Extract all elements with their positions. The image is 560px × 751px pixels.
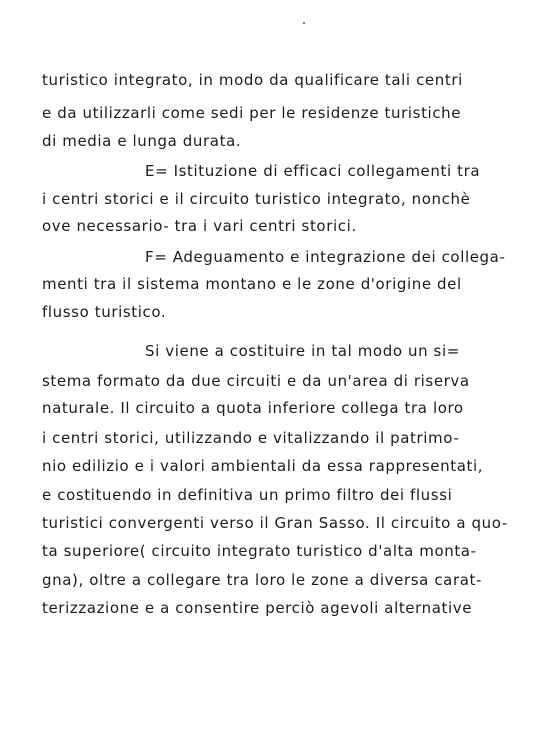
text-line: e da utilizzarli come sedi per le residenze turistiche bbox=[42, 104, 462, 122]
text-line: i centri storici e il circuito turistico integrato, nonchè bbox=[42, 190, 471, 208]
text-line: nio edilizio e i valori ambientali da essa rappresentati, bbox=[42, 457, 484, 475]
text-line: i centri storici, utilizzando e vitalizzando il patrimo- bbox=[42, 429, 460, 447]
text-line: gna), oltre a collegare tra loro le zone a diversa carat- bbox=[42, 571, 483, 589]
text-line: menti tra il sistema montano e le zone d'origine del bbox=[42, 275, 462, 293]
text-line: flusso turistico. bbox=[42, 303, 167, 321]
text-line: turistici convergenti verso il Gran Sasso. Il circuito a quo- bbox=[42, 514, 508, 532]
text-line: stema formato da due circuiti e da un'area di riserva bbox=[42, 372, 470, 390]
text-line: turistico integrato, in modo da qualificare tali centri bbox=[42, 71, 463, 89]
text-line: naturale. Il circuito a quota inferiore collega tra loro bbox=[42, 399, 464, 417]
text-line: di media e lunga durata. bbox=[42, 132, 242, 150]
text-line: Si viene a costituire in tal modo un si= bbox=[145, 342, 460, 360]
text-line: F= Adeguamento e integrazione dei collega- bbox=[145, 248, 506, 266]
text-line: E= Istituzione di efficaci collegamenti tra bbox=[145, 162, 481, 180]
stray-ink-mark bbox=[303, 22, 305, 24]
text-line: e costituendo in definitiva un primo filtro dei flussi bbox=[42, 486, 453, 504]
text-line: ta superiore( circuito integrato turistico d'alta monta- bbox=[42, 542, 477, 560]
text-line: terizzazione e a consentire perciò agevoli alternative bbox=[42, 599, 473, 617]
text-line: ove necessario- tra i vari centri storici. bbox=[42, 217, 357, 235]
